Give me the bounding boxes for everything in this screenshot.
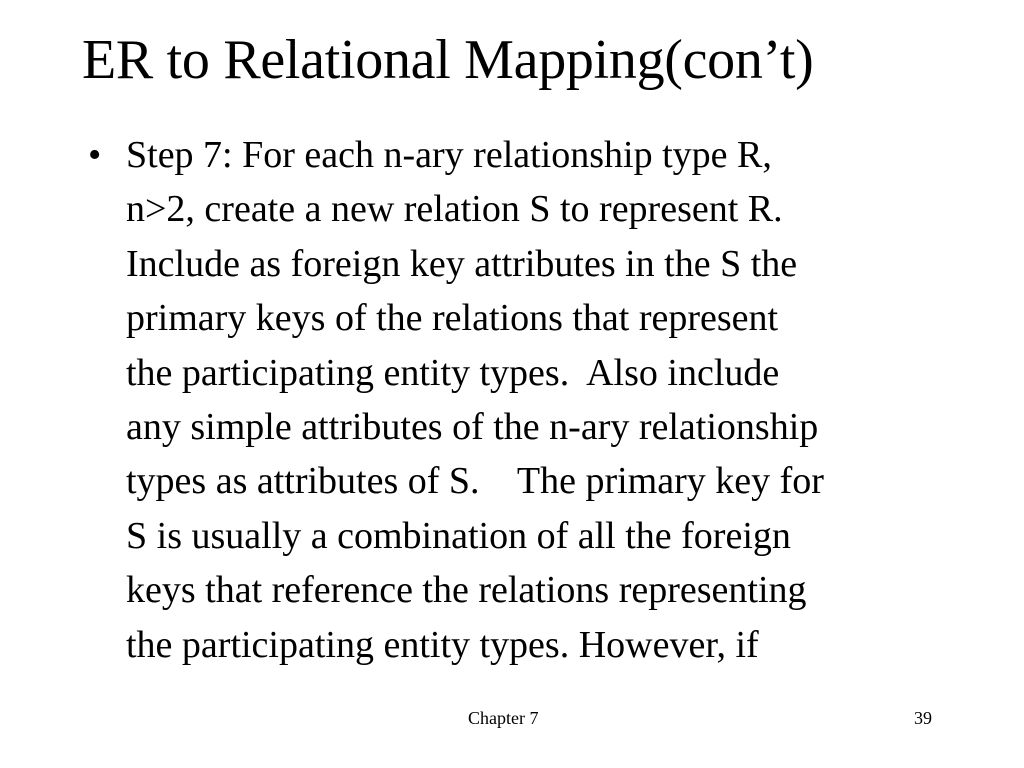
bullet-text-line: Include as foreign key attributes in the S the bbox=[126, 242, 798, 285]
bullet-text-line: S is usually a combination of all the foreign bbox=[126, 514, 791, 557]
bullet-item bbox=[88, 128, 988, 672]
bullet-text-line: types as attributes of S. The primary key for bbox=[126, 460, 824, 503]
bullet-text-line: any simple attributes of the n-ary relationship bbox=[126, 406, 819, 449]
slide-body bbox=[88, 128, 988, 672]
bullet-icon: • bbox=[88, 134, 102, 176]
bullet-text-line: keys that reference the relations representing bbox=[126, 569, 807, 612]
footer-page-number: 39 bbox=[914, 708, 932, 728]
bullet-text-line: the participating entity types. However, if bbox=[126, 623, 759, 666]
slide-title: ER to Relational Mapping(con’t) bbox=[82, 29, 814, 91]
bullet-text-line: Step 7: For each n-ary relationship type R, bbox=[126, 134, 772, 176]
bullet-text-line: primary keys of the relations that represent bbox=[126, 297, 779, 340]
bullet-text-line: n>2, create a new relation S to represent R. bbox=[126, 188, 783, 231]
footer-chapter: Chapter 7 bbox=[468, 708, 539, 728]
bullet-text bbox=[126, 128, 988, 672]
bullet-text-line: the participating entity types. Also include bbox=[126, 351, 780, 394]
